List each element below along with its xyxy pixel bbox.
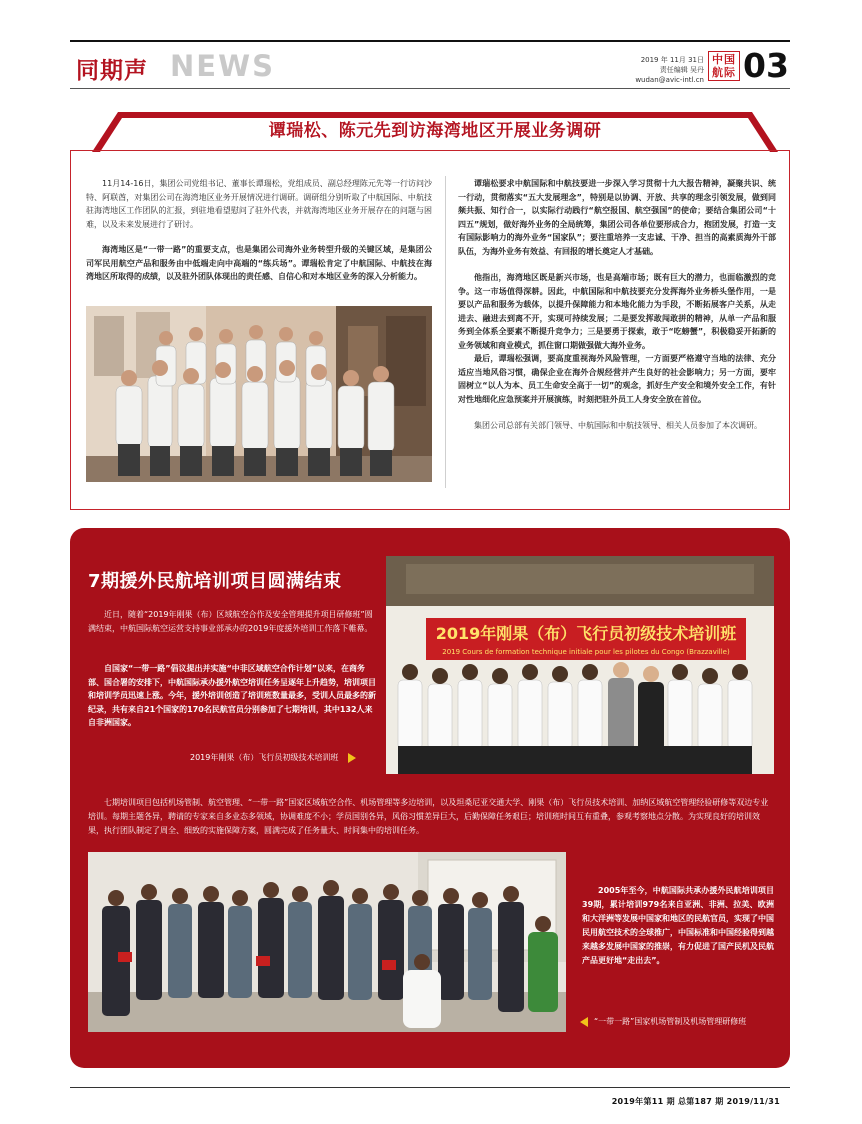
article1-right-paragraph-4: 集团公司总部有关部门领导、中航国际和中航技领导、相关人员参加了本次调研。 [474,421,762,430]
issue-email[interactable]: wudan@avic-intl.cn [635,76,704,84]
article1-right-paragraph-1: 谭瑞松要求中航国际和中航技要进一步深入学习贯彻十九大报告精神，凝聚共识、统一行动，贯彻落实“五大发展理念”，特别是以协调、开放、共享的理念引领发展，做到同频共振、知行合一，以实际行动践行“航空报国、航空强国”的使命；要结合集团公司“十四五”规划，做好海外业务的全局统筹，集团公司各单位要形成合力，抱团发展，打造一支有国际影响力的海外业务“国家队”；要注重培养一支忠诚、干净、担当的高素质海外干部队伍，为海外业务有效益、有回报的增长奠定人才基础。 [458,179,776,256]
airport-photo-drawing [88,852,566,1032]
page-number: 03 [743,46,789,85]
article1-right-paragraph-2: 他指出，海湾地区既是新兴市场，也是高端市场；既有巨大的潜力，也面临激烈的竞争。这一市场值得深耕。因此，中航国际和中航技要充分发挥海外业务桥头堡作用，一是要以产品和服务为载体，以提升保障能力和本地化能力为手段，不断拓展客户关系，从走进去、融进去到离不开，实现可持续发展；二是要发挥敢闯敢拼的精神，从单一产品和服务到全体系全要素不断提升竞争力；三是要勇于探索，敢于“吃螃蟹”，积极稳妥开拓新的业务领域和商业模式，抓住窗口期做强做大海外业务。 [458,273,776,350]
article2-title: 7期援外民航培训项目圆满结束 [88,571,342,592]
section-title-cn: 同期声 [76,58,148,84]
training-photo-drawing [386,556,774,774]
article2-paragraph-1: 近日，随着“2019年刚果（布）区域航空合作及安全管理提升项目研修班”圆满结束，中航国际航空运营支持事业部承办的2019年度援外培训工作落下帷幕。 [88,610,373,633]
training-class-photo [386,556,774,774]
article2-paragraph-4: 2005年至今，中航国际共承办援外民航培训项目39期，累计培训979名来自亚洲、非洲、拉美、欧洲和大洋洲等发展中国家和地区的民航官员，实现了中国民用航空技术的全球推广，中国标准和中国经验得到越来越多发展中国家的推崇，有力促进了国产民机及民航产品更好地“走出去”。 [582,886,774,965]
issue-date: 2019 年 11月 31日 [640,56,704,64]
caption-arrow-left-icon [580,1017,588,1027]
issue-editor: 责任编辑 吴丹 [659,66,704,74]
footer-issue-info: 2019年第11 期 总第187 期 2019/11/31 [611,1097,780,1106]
caption-arrow-right-icon [348,753,356,763]
article2-paragraph-2: 自国家“一带一路”倡议提出并实施“中非区域航空合作计划”以来，在商务部、国合署的安排下，中航国际承办援外航空培训任务呈逐年上升趋势，培训项目和培训学员迅速上涨。今年，援外培训创造了培训班数量最多，受训人员最多的新纪录，共有来自21个国家的170名民航官员分别参加了七期培训，其中132人来自非洲国家。 [88,664,376,727]
article1-right-paragraph-3: 最后，谭瑞松强调，要高度重视海外风险管理，一方面要严格遵守当地的法律、充分适应当地风俗习惯，确保企业在海外合规经营并产生良好的社会影响力；另一方面，要牢固树立“以人为本、员工生命安全高于一切”的观念，抓好生产安全和境外安全工作，有针对性地细化应急预案并开展演练，时刻把驻外员工人身安全放在首位。 [458,354,776,404]
article1-paragraph-1: 11月14-16日，集团公司党组书记、董事长谭瑞松，党组成员、副总经理陈元先等一行访问沙特、阿联酋，对集团公司在海湾地区业务开展情况进行调研。调研组分别听取了中航国际、中航技驻海湾地区工作团队的汇报，到驻地看望慰问了驻外代表，并就海湾地区业务开展存在的问题与困难，以及未来发展进行了研讨。 [86,179,432,229]
section-title-en: NEWS [170,49,275,83]
publication-logo [708,51,740,81]
header-top-rule [70,40,790,42]
photo3-caption: “一带一路”国家机场管制及机场管理研修班 [594,1017,747,1026]
banner-subtext: 2019 Cours de formation technique initiale pour les pilotes du Congo (Brazzaville) [442,648,730,656]
banner-text: 2019年刚果（布）飞行员初级技术培训班 [435,624,737,643]
logo-line2: 航际 [712,66,736,79]
article1-paragraph-2: 海湾地区是“一带一路”的重要支点，也是集团公司海外业务转型升级的关键区域，是集团公司军民用航空产品和服务由中低端走向中高端的“练兵场”。谭瑞松肯定了中航国际、中航技在海湾地区所取得的成绩，以及驻外团队体现出的责任感、自信心和对本地区业务的深入分析能力。 [86,245,432,281]
footer-rule [70,1087,790,1088]
header-bottom-rule [70,88,790,89]
airport-training-photo [88,852,566,1032]
article1-title: 谭瑞松、陈元先到访海湾地区开展业务调研 [268,121,602,141]
logo-line1: 中国 [712,53,736,66]
article2-paragraph-3: 七期培训项目包括机场管制、航空管理、“一带一路”国家区域航空合作、机场管理等多边培训，以及坦桑尼亚交通大学、刚果（布）飞行员技术培训、加纳区域航空管理经验研修等双边专业培训。每期主题各异，聘请的专家来自多业态多领域，协调难度不小；学员国别各异，风俗习惯差异巨大，后勤保障任务艰巨；培训班时间互有重叠，参观考察地点分散。为实现良好的培训效果，执行团队制定了周全、细致的实施保障方案，圆满完成了任务量大、时间集中的培训任务。 [88,798,769,835]
article1-group-photo [86,306,432,482]
issue-meta [620,55,704,85]
article1-column-divider [445,176,446,488]
group-photo-drawing [86,306,432,482]
article1-right-column [458,177,776,433]
photo2-caption: 2019年刚果（布）飞行员初级技术培训班 [190,753,339,762]
